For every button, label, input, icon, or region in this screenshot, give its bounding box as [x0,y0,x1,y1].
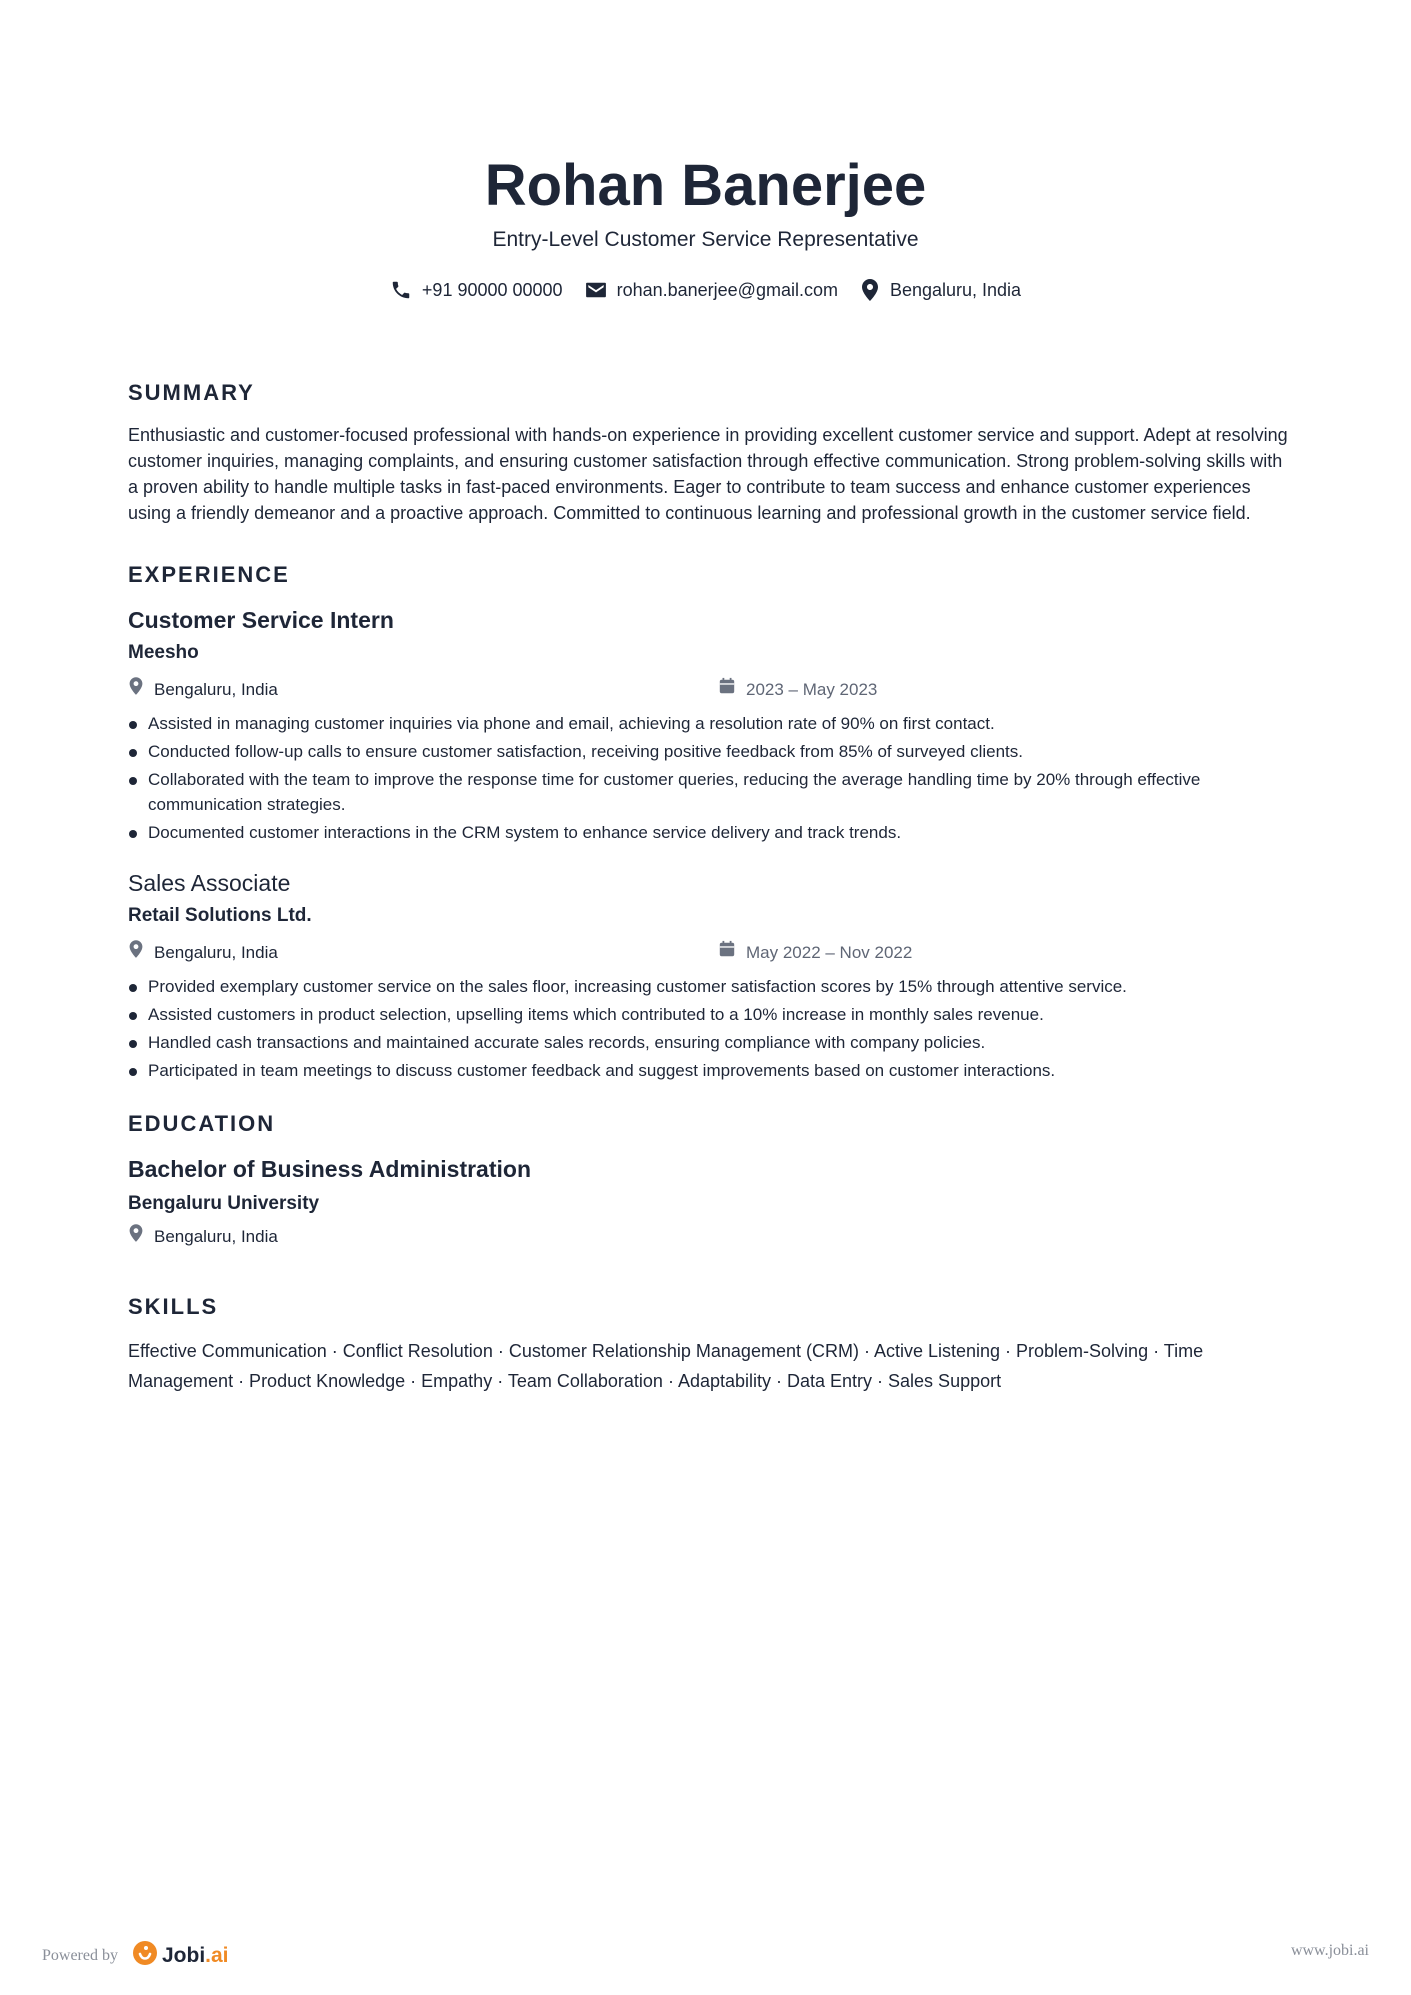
education-location-text: Bengaluru, India [154,1226,278,1246]
bullet-dot [129,1012,137,1020]
job-bullets [128,974,1288,1083]
education-heading: EDUCATION [128,1111,276,1136]
location-pin-icon [128,676,144,703]
list-item [128,739,1288,764]
job-dates-text: May 2022 – Nov 2022 [746,942,913,962]
bullet-dot [129,777,137,785]
contact-phone[interactable] [390,279,563,301]
location-text: Bengaluru, India [889,279,1022,300]
education-school: Bengaluru University [128,1193,320,1214]
job-company: Meesho [128,642,199,663]
footer-website-link[interactable]: www.jobi.ai [1290,1942,1369,1959]
job-dates [718,940,912,965]
job-company: Retail Solutions Ltd. [128,905,312,926]
contact-location [860,278,1021,302]
experience-section [128,560,1288,1083]
resume-body [128,378,1288,1430]
bullet-text: Conducted follow-up calls to ensure customer satisfaction, receiving positive feedback from 85% of surveyed clients. [148,742,1023,761]
brand-suffix: .ai [205,1944,229,1967]
powered-by-label: Powered by [42,1947,118,1964]
job-dates-text: 2023 – May 2023 [746,679,878,699]
bullet-dot [129,1068,137,1076]
bullet-dot [129,749,137,757]
job-entry [128,867,1288,1083]
job-location-text: Bengaluru, India [154,942,278,962]
list-item [128,1002,1288,1027]
resume-header [0,150,1411,302]
phone-icon [390,279,412,301]
education-degree: Bachelor of Business Administration [128,1156,531,1182]
experience-heading: EXPERIENCE [128,562,290,587]
bullet-dot [129,721,137,729]
email-text: rohan.banerjee@gmail.com [616,279,838,300]
summary-section [128,378,1288,526]
skills-heading: SKILLS [128,1294,219,1319]
contact-row [0,278,1411,302]
bullet-dot [129,830,137,838]
jobi-logo [132,1940,229,1972]
jobi-logo-icon [132,1940,158,1972]
job-dates [718,677,877,702]
bullet-text: Handled cash transactions and maintained accurate sales records, ensuring compliance with company policies. [148,1033,986,1052]
list-item [128,711,1288,736]
job-title: Sales Associate [128,870,291,896]
email-icon [585,281,607,299]
job-location [128,676,718,703]
job-location-text: Bengaluru, India [154,679,278,699]
job-location [128,939,718,966]
bullet-dot [129,984,137,992]
job-title: Customer Service Intern [128,607,394,633]
list-item [128,820,1288,845]
summary-heading: SUMMARY [128,380,255,405]
education-meta [128,1223,1288,1250]
job-meta [128,939,1288,966]
bullet-text: Participated in team meetings to discuss customer feedback and suggest improvements based on customer interactions. [148,1061,1056,1080]
list-item [128,974,1288,999]
brand-main: Jobi [161,1944,206,1967]
calendar-icon [718,677,736,702]
skills-text: Effective Communication · Conflict Resolution · Customer Relationship Management (CRM) · Active Listening · Problem-Solving · Time Management · Product Knowledge · Empathy · Team Collaboration · Adaptability · Data Entry · Sales Support [128,1341,1204,1391]
list-item [128,1030,1288,1055]
job-bullets [128,711,1288,845]
summary-text: Enthusiastic and customer-focused professional with hands-on experience in providing excellent customer service and support. Adept at resolving customer inquiries, managing complaints, and ensuring customer satisfaction through effective communication. Strong problem-solving skills with a proven ability to handle multiple tasks in fast-paced environments. Eager to contribute to team success and enhance customer experiences using a friendly demeanor and a proactive approach. Committed to continuous learning and professional growth in the customer service field. [128,425,1288,523]
location-pin-icon [128,939,144,966]
phone-text: +91 90000 00000 [421,279,563,300]
education-location [128,1223,718,1250]
bullet-text: Assisted customers in product selection, upselling items which contributed to a 10% increase in monthly sales revenue. [148,1005,1044,1024]
footer-powered-by[interactable] [42,1940,229,1972]
list-item [128,1058,1288,1083]
location-pin-icon [860,278,880,302]
job-meta [128,676,1288,703]
skills-section [128,1292,1288,1396]
bullet-text: Provided exemplary customer service on the sales floor, increasing customer satisfaction scores by 15% through attentive service. [148,977,1127,996]
bullet-dot [129,1040,137,1048]
candidate-name: Rohan Banerjee [484,153,927,218]
bullet-text: Assisted in managing customer inquiries via phone and email, achieving a resolution rate of 90% on first contact. [148,714,995,733]
candidate-role: Entry-Level Customer Service Representative [492,228,919,251]
list-item [128,767,1288,817]
contact-email[interactable] [585,280,838,301]
calendar-icon [718,940,736,965]
bullet-text: Collaborated with the team to improve the response time for customer queries, reducing the average handling time by 20% through effective communication strategies. [148,770,1201,814]
bullet-text: Documented customer interactions in the CRM system to enhance service delivery and track trends. [148,823,902,842]
education-section [128,1109,1288,1250]
location-pin-icon [128,1223,144,1250]
job-entry [128,604,1288,845]
